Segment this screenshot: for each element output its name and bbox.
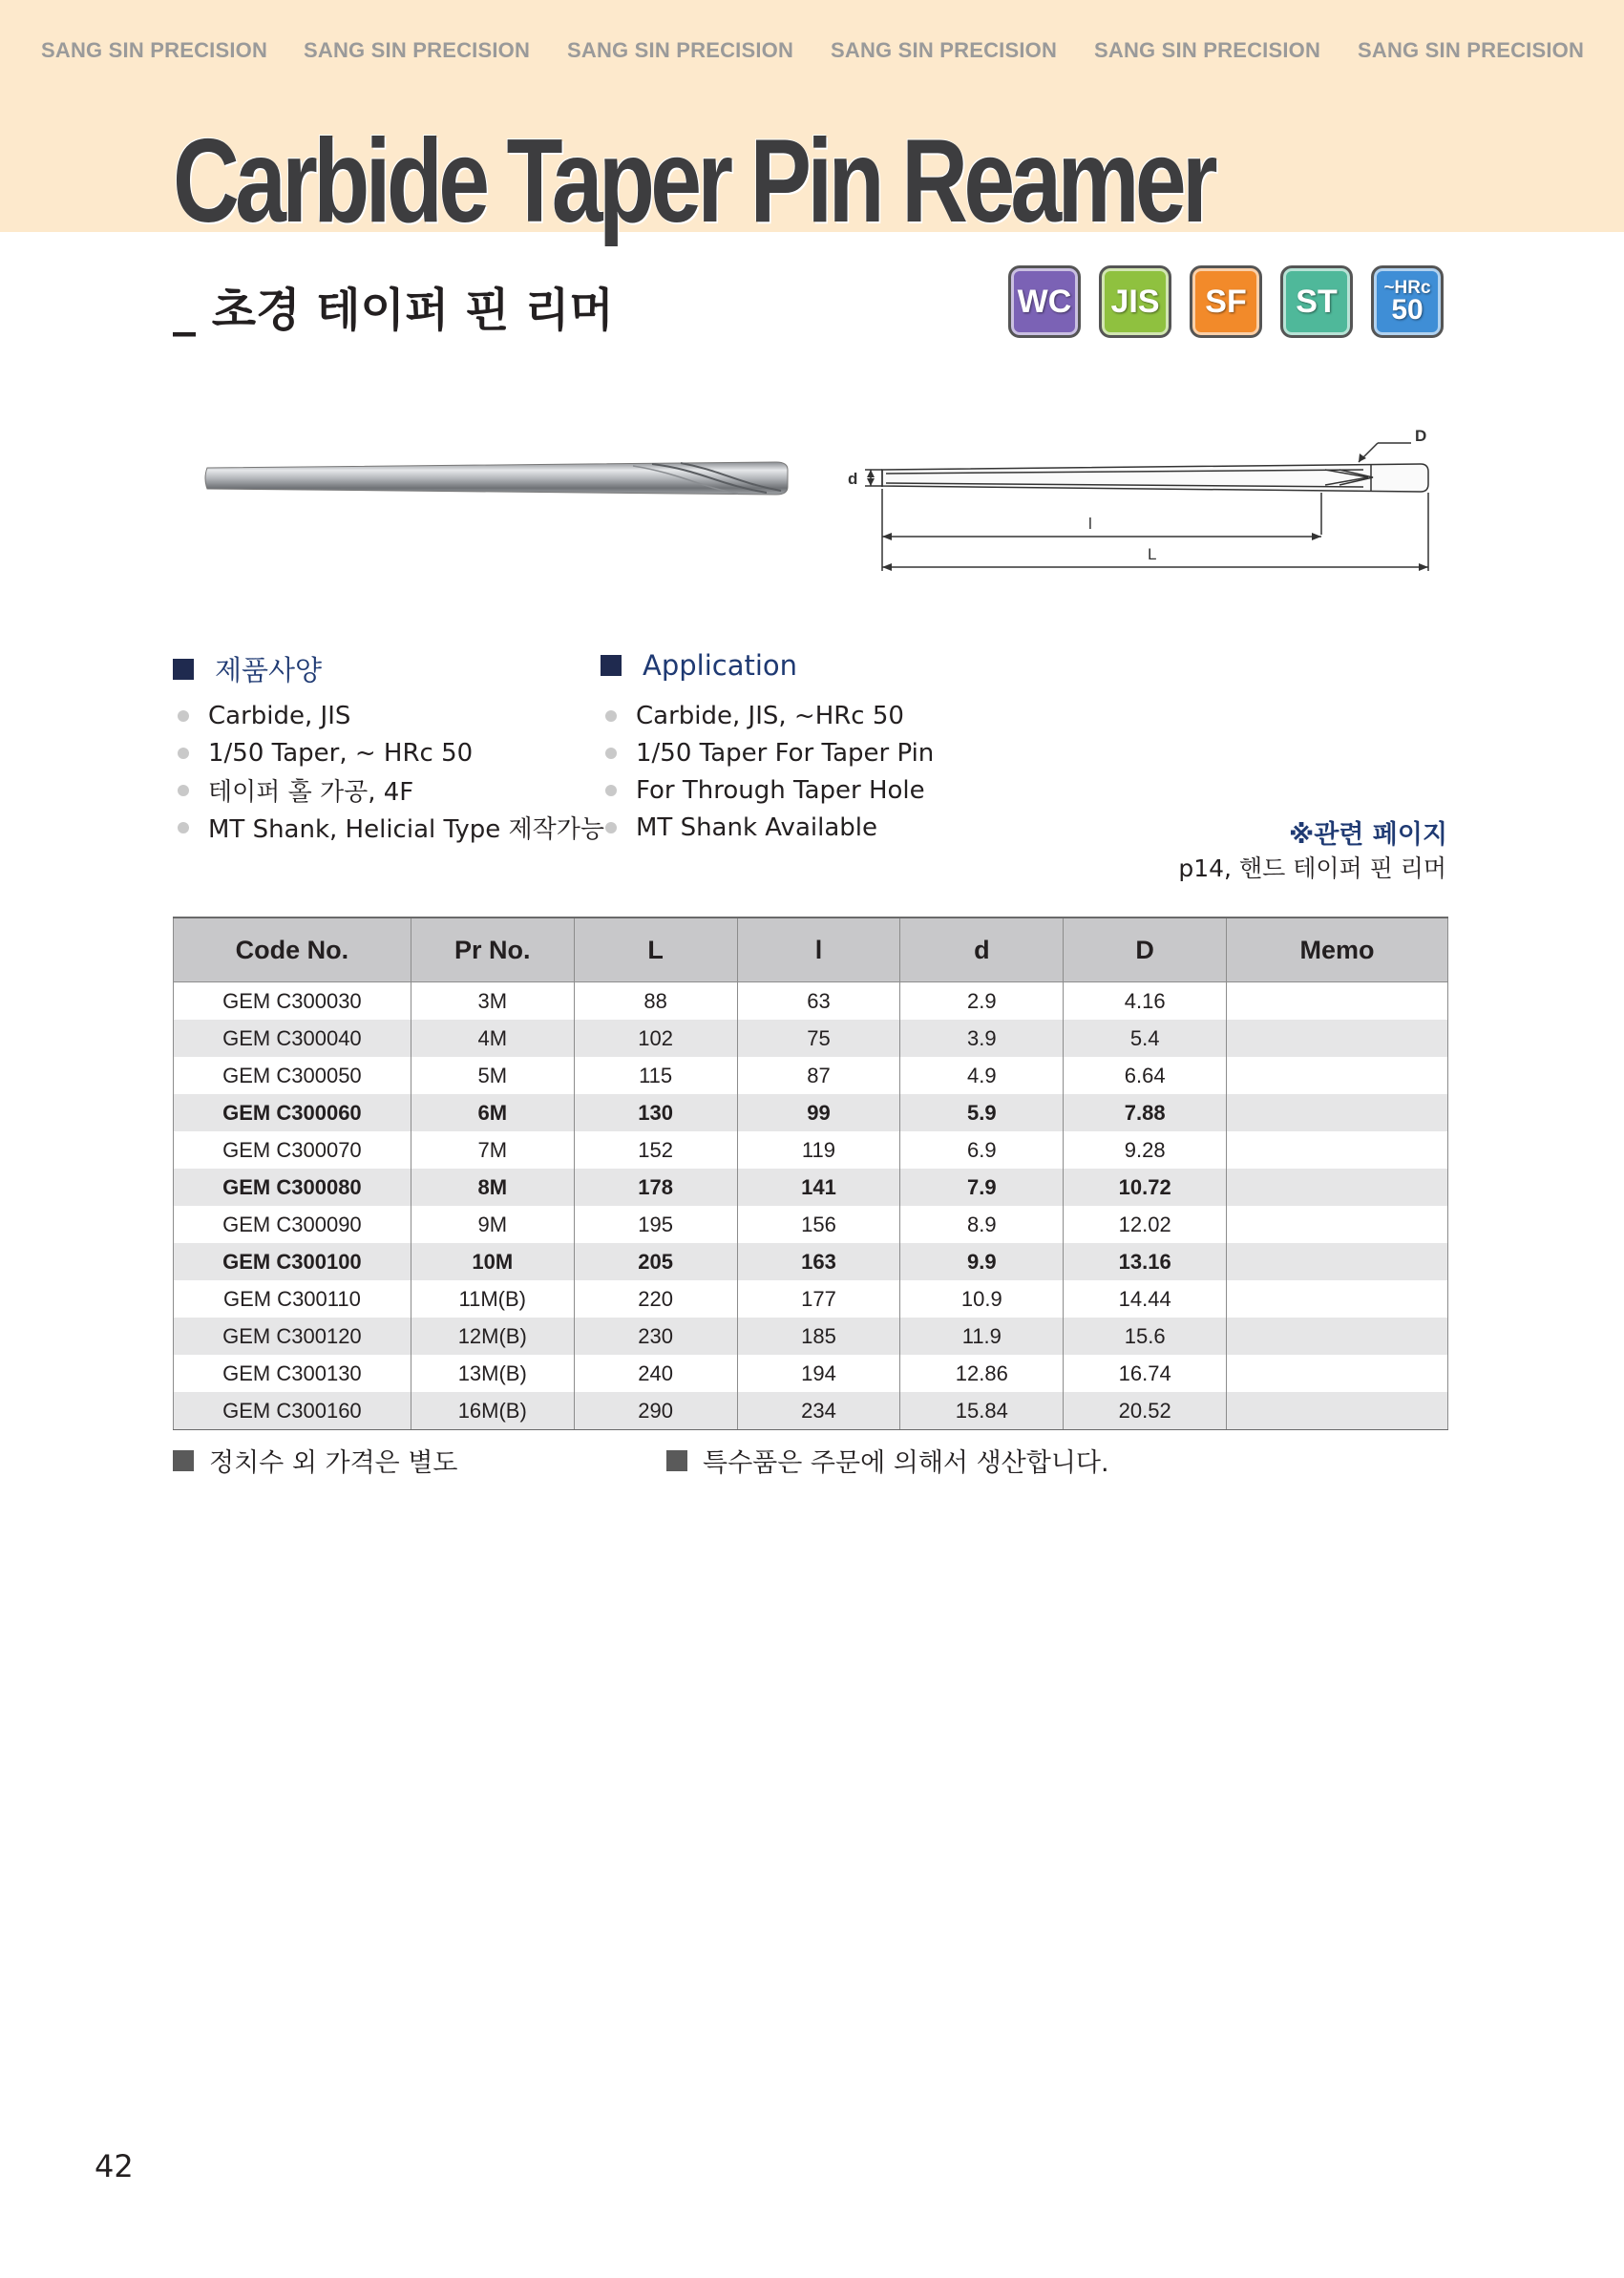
square-bullet-icon	[173, 659, 194, 680]
cell-L: 220	[574, 1280, 737, 1318]
cell-code: GEM C300100	[174, 1243, 411, 1280]
list-item: MT Shank, Helicial Type 제작가능	[178, 809, 604, 846]
cell-L: 205	[574, 1243, 737, 1280]
cell-pr: 12M(B)	[411, 1318, 574, 1355]
cell-L: 240	[574, 1355, 737, 1392]
related-page-link: p14, 핸드 테이퍼 핀 리머	[1178, 854, 1446, 882]
dimension-diagram	[829, 420, 1440, 582]
table-header-row	[174, 918, 1448, 982]
st-badge-icon: ST	[1280, 265, 1353, 338]
cell-pr: 11M(B)	[411, 1280, 574, 1318]
cell-d: 15.84	[900, 1392, 1064, 1430]
cell-memo	[1227, 1131, 1448, 1169]
dot-icon	[605, 785, 617, 796]
page-title: Carbide Taper Pin Reamer	[173, 116, 1213, 247]
table-row	[174, 1169, 1448, 1206]
cell-memo	[1227, 1355, 1448, 1392]
table-row	[174, 1057, 1448, 1094]
cell-l: 185	[737, 1318, 900, 1355]
col-code: Code No.	[174, 918, 411, 982]
list-item: 테이퍼 홀 가공, 4F	[178, 771, 604, 809]
cell-L: 178	[574, 1169, 737, 1206]
spec-heading: 제품사양	[173, 649, 322, 688]
cell-L: 88	[574, 982, 737, 1021]
cell-l: 119	[737, 1131, 900, 1169]
cell-d: 8.9	[900, 1206, 1064, 1243]
brand-item: SANG SIN PRECISION	[41, 38, 268, 62]
dot-icon	[178, 710, 189, 722]
table-row	[174, 1280, 1448, 1318]
list-item: Carbide, JIS, ~HRc 50	[605, 697, 934, 734]
cell-memo	[1227, 1280, 1448, 1318]
jis-badge-icon: JIS	[1099, 265, 1171, 338]
sf-badge-icon: SF	[1190, 265, 1262, 338]
cell-code: GEM C300110	[174, 1280, 411, 1318]
brand-item: SANG SIN PRECISION	[831, 38, 1058, 62]
cell-pr: 13M(B)	[411, 1355, 574, 1392]
reamer-photo	[203, 458, 791, 498]
col-memo: Memo	[1227, 918, 1448, 982]
brand-item: SANG SIN PRECISION	[567, 38, 794, 62]
cell-l: 87	[737, 1057, 900, 1094]
list-item: Carbide, JIS	[178, 697, 604, 734]
col-d: d	[900, 918, 1064, 982]
list-item: 1/50 Taper, ~ HRc 50	[178, 734, 604, 771]
cell-memo	[1227, 1206, 1448, 1243]
table-row	[174, 1094, 1448, 1131]
cell-D: 13.16	[1064, 1243, 1227, 1280]
square-bullet-icon	[173, 1450, 194, 1471]
application-list	[605, 697, 934, 846]
cell-d: 2.9	[900, 982, 1064, 1021]
cell-D: 16.74	[1064, 1355, 1227, 1392]
cell-l: 163	[737, 1243, 900, 1280]
cell-l: 63	[737, 982, 900, 1021]
cell-d: 5.9	[900, 1094, 1064, 1131]
cell-L: 152	[574, 1131, 737, 1169]
cell-pr: 6M	[411, 1094, 574, 1131]
wc-badge-icon: WC	[1008, 265, 1081, 338]
dot-icon	[178, 822, 189, 833]
cell-D: 15.6	[1064, 1318, 1227, 1355]
cell-code: GEM C300080	[174, 1169, 411, 1206]
cell-D: 20.52	[1064, 1392, 1227, 1430]
cell-memo	[1227, 1392, 1448, 1430]
cell-pr: 4M	[411, 1020, 574, 1057]
cell-L: 230	[574, 1318, 737, 1355]
cell-D: 12.02	[1064, 1206, 1227, 1243]
cell-L: 290	[574, 1392, 737, 1430]
cell-memo	[1227, 1169, 1448, 1206]
cell-l: 141	[737, 1169, 900, 1206]
cell-l: 234	[737, 1392, 900, 1430]
cell-L: 102	[574, 1020, 737, 1057]
hrc-badge-icon: ~HRc 50	[1371, 265, 1444, 338]
cell-D: 7.88	[1064, 1094, 1227, 1131]
cell-d: 7.9	[900, 1169, 1064, 1206]
dot-icon	[605, 822, 617, 833]
price-note: 정치수 외 가격은 별도	[173, 1442, 458, 1479]
application-heading: Application	[601, 649, 797, 682]
cell-d: 4.9	[900, 1057, 1064, 1094]
col-L: L	[574, 918, 737, 982]
cell-D: 9.28	[1064, 1131, 1227, 1169]
list-item: For Through Taper Hole	[605, 771, 934, 809]
table-row	[174, 1243, 1448, 1280]
cell-l: 75	[737, 1020, 900, 1057]
cell-pr: 10M	[411, 1243, 574, 1280]
brand-item: SANG SIN PRECISION	[304, 38, 531, 62]
dot-icon	[178, 748, 189, 759]
col-pr: Pr No.	[411, 918, 574, 982]
brand-strip	[0, 38, 1624, 67]
cell-D: 4.16	[1064, 982, 1227, 1021]
cell-memo	[1227, 1243, 1448, 1280]
cell-code: GEM C300040	[174, 1020, 411, 1057]
table-row	[174, 982, 1448, 1021]
brand-item: SANG SIN PRECISION	[1358, 38, 1585, 62]
table-row	[174, 1131, 1448, 1169]
list-item: 1/50 Taper For Taper Pin	[605, 734, 934, 771]
cell-d: 12.86	[900, 1355, 1064, 1392]
cell-l: 156	[737, 1206, 900, 1243]
cell-code: GEM C300130	[174, 1355, 411, 1392]
cell-code: GEM C300090	[174, 1206, 411, 1243]
cell-pr: 8M	[411, 1169, 574, 1206]
cell-D: 6.64	[1064, 1057, 1227, 1094]
cell-d: 9.9	[900, 1243, 1064, 1280]
square-bullet-icon	[666, 1450, 687, 1471]
cell-code: GEM C300030	[174, 982, 411, 1021]
feature-badges	[1008, 265, 1447, 342]
dot-icon	[178, 785, 189, 796]
cell-code: GEM C300160	[174, 1392, 411, 1430]
cell-code: GEM C300060	[174, 1094, 411, 1131]
cell-code: GEM C300050	[174, 1057, 411, 1094]
cell-l: 99	[737, 1094, 900, 1131]
cell-l: 194	[737, 1355, 900, 1392]
cell-d: 10.9	[900, 1280, 1064, 1318]
cell-D: 14.44	[1064, 1280, 1227, 1318]
col-l: l	[737, 918, 900, 982]
cell-d: 11.9	[900, 1318, 1064, 1355]
list-item: MT Shank Available	[605, 809, 934, 846]
cell-D: 5.4	[1064, 1020, 1227, 1057]
table-row	[174, 1020, 1448, 1057]
table-row	[174, 1355, 1448, 1392]
cell-memo	[1227, 1318, 1448, 1355]
page-number: 42	[95, 2148, 134, 2184]
cell-pr: 16M(B)	[411, 1392, 574, 1430]
cell-L: 115	[574, 1057, 737, 1094]
cell-l: 177	[737, 1280, 900, 1318]
related-page-title: ※관련 페이지	[1289, 820, 1448, 850]
cell-code: GEM C300120	[174, 1318, 411, 1355]
cell-D: 10.72	[1064, 1169, 1227, 1206]
cell-L: 195	[574, 1206, 737, 1243]
square-bullet-icon	[601, 655, 622, 676]
label-l: l	[1088, 515, 1092, 533]
table-row	[174, 1206, 1448, 1243]
label-d: d	[848, 470, 858, 488]
cell-memo	[1227, 1057, 1448, 1094]
cell-pr: 7M	[411, 1131, 574, 1169]
special-order-note: 특수품은 주문에 의해서 생산합니다.	[666, 1442, 1109, 1479]
label-D: D	[1415, 427, 1427, 445]
cell-L: 130	[574, 1094, 737, 1131]
label-L: L	[1148, 545, 1157, 563]
cell-memo	[1227, 1094, 1448, 1131]
page-subtitle: _ 초경 테이퍼 핀 리머	[173, 284, 614, 337]
dot-icon	[605, 748, 617, 759]
dot-icon	[605, 710, 617, 722]
cell-code: GEM C300070	[174, 1131, 411, 1169]
cell-memo	[1227, 1020, 1448, 1057]
spec-list	[178, 697, 604, 846]
cell-d: 3.9	[900, 1020, 1064, 1057]
cell-pr: 5M	[411, 1057, 574, 1094]
spec-table	[173, 917, 1448, 1430]
cell-d: 6.9	[900, 1131, 1064, 1169]
brand-item: SANG SIN PRECISION	[1094, 38, 1321, 62]
cell-memo	[1227, 982, 1448, 1021]
table-row	[174, 1392, 1448, 1430]
table-row	[174, 1318, 1448, 1355]
col-D: D	[1064, 918, 1227, 982]
cell-pr: 3M	[411, 982, 574, 1021]
cell-pr: 9M	[411, 1206, 574, 1243]
